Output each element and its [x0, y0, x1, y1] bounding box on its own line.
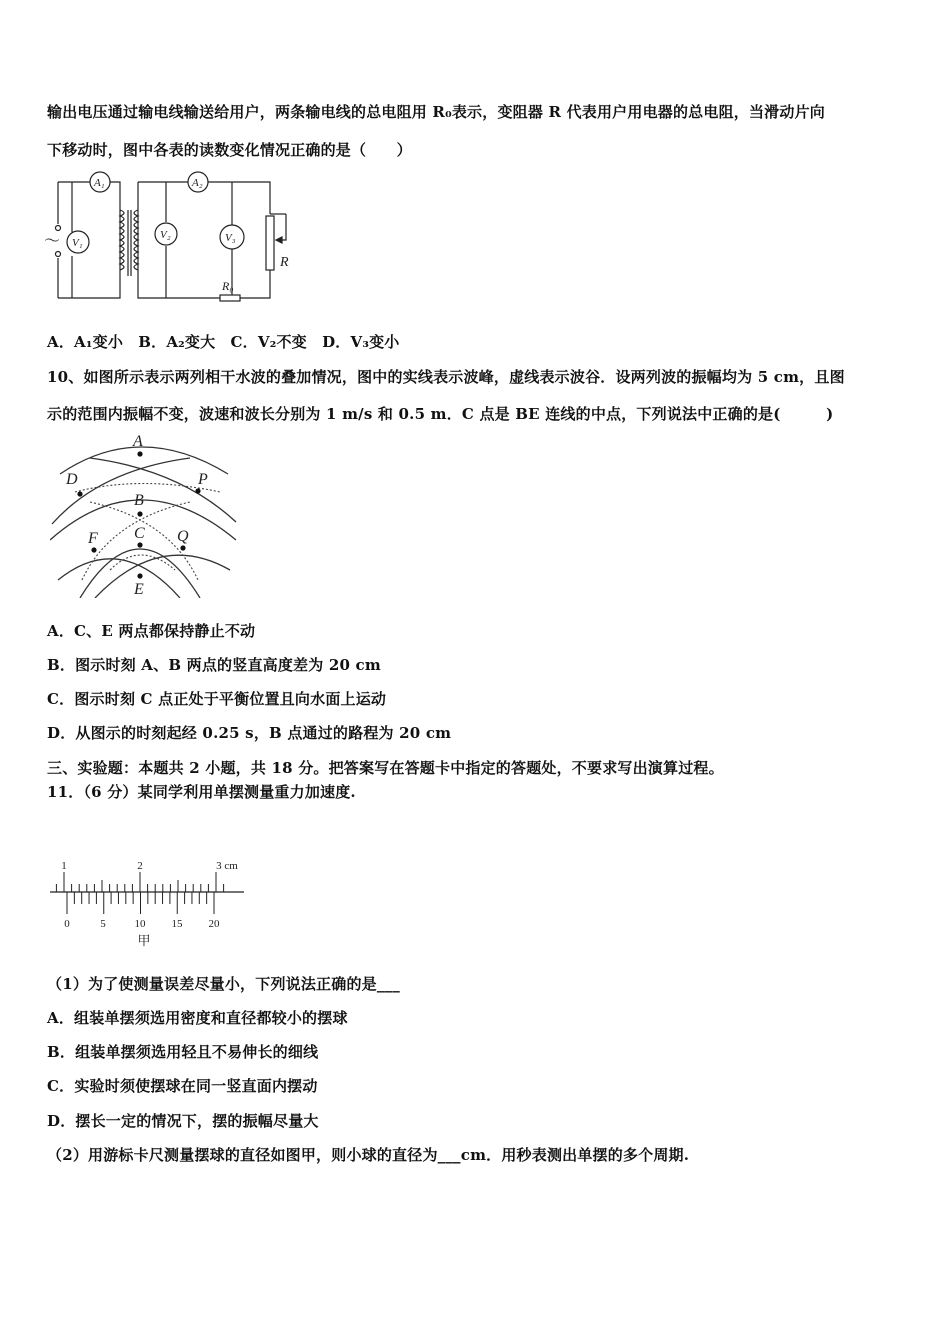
- q10-option-b: B．图示时刻 A、B 两点的竖直高度差为 20 cm: [47, 656, 381, 674]
- figure-caption-jia: 甲: [137, 933, 151, 948]
- section-three-heading: 三、实验题：本题共 2 小题，共 18 分。把答案写在答题卡中指定的答题处，不要求写出演算过程。: [47, 759, 724, 777]
- vernier-label-0: 0: [64, 918, 70, 930]
- point-label-p: P: [198, 471, 208, 488]
- q11-option-d: D．摆长一定的情况下，摆的振幅尽量大: [47, 1112, 319, 1130]
- point-label-q: Q: [177, 528, 189, 545]
- q9-options: A．A₁变小 B．A₂变大 C．V₂不变 D．V₃变小: [47, 333, 400, 351]
- main-scale-label-3: 3 cm: [216, 860, 238, 872]
- q10-option-d: D．从图示的时刻起经 0.25 s，B 点通过的路程为 20 cm: [47, 724, 452, 742]
- label-r: R: [280, 255, 289, 270]
- vernier-label-15: 15: [171, 918, 183, 930]
- point-label-d: D: [66, 471, 78, 488]
- rheostat-r: [266, 216, 274, 270]
- q11-title: 11．（6 分）某同学利用单摆测量重力加速度.: [47, 783, 356, 801]
- vernier-label-10: 10: [134, 918, 146, 930]
- ac-source-symbol: ～: [44, 233, 61, 250]
- label-r0: R₀: [222, 279, 234, 293]
- q11-option-b: B．组装单摆须选用轻且不易伸长的细线: [47, 1043, 319, 1061]
- q9-text-line1: 输出电压通过输电线输送给用户，两条输电线的总电阻用 R₀表示，变阻器 R 代表用户用电器的总电阻，当滑动片向: [47, 103, 825, 121]
- vernier-caliper-figure: [44, 856, 254, 950]
- label-a1: A₁: [94, 177, 105, 189]
- label-v2: V₂: [160, 229, 171, 241]
- q9-text-line2: 下移动时，图中各表的读数变化情况正确的是（ ）: [47, 141, 412, 159]
- q11-option-c: C．实验时须使摆球在同一竖直面内摆动: [47, 1077, 318, 1095]
- q10-text-line2: 示的范围内振幅不变，波速和波长分别为 1 m/s 和 0.5 m．C 点是 BE 连线的中点，下列说法中正确的是( ): [47, 405, 834, 423]
- resistor-r0: [220, 295, 240, 301]
- wave-interference-diagram: [50, 430, 240, 598]
- label-v3: V₃: [225, 232, 236, 244]
- q10-text-line1: 10、如图所示表示两列相干水波的叠加情况，图中的实线表示波峰，虚线表示波谷．设两列波的振幅均为 5 cm，且图: [47, 368, 845, 386]
- main-scale-label-2: 2: [137, 860, 143, 872]
- point-label-b: B: [134, 492, 144, 509]
- main-scale-label-1: 1: [61, 860, 67, 872]
- transformer-circuit-diagram: [40, 170, 300, 310]
- q11-part1: （1）为了使测量误差尽量小，下列说法正确的是___: [47, 975, 400, 993]
- vernier-label-5: 5: [100, 918, 106, 930]
- q11-part2: （2）用游标卡尺测量摆球的直径如图甲，则小球的直径为___cm．用秒表测出单摆的多个周期.: [47, 1146, 690, 1164]
- point-label-a: A: [133, 433, 143, 450]
- q10-option-a: A．C、E 两点都保持静止不动: [47, 622, 256, 640]
- q10-option-c: C．图示时刻 C 点正处于平衡位置且向水面上运动: [47, 690, 387, 708]
- point-label-f: F: [88, 530, 98, 547]
- point-label-e: E: [134, 581, 144, 598]
- vernier-label-20: 20: [208, 918, 220, 930]
- point-label-c: C: [134, 525, 145, 542]
- label-v1: V₁: [72, 237, 83, 249]
- label-a2: A₂: [192, 177, 203, 189]
- q11-option-a: A．组装单摆须选用密度和直径都较小的摆球: [47, 1009, 348, 1027]
